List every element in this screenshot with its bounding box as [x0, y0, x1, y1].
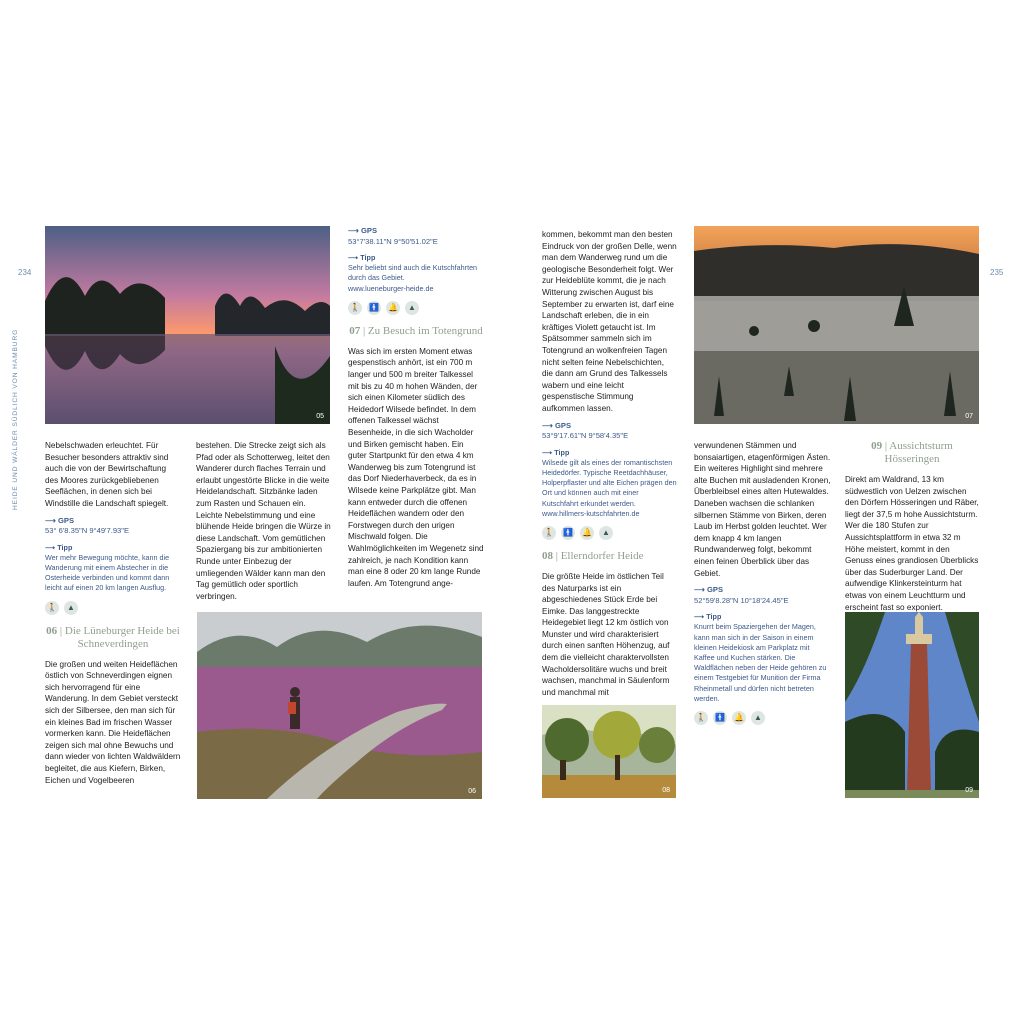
bell-icon: 🔔 [386, 301, 400, 315]
forest-icon: ▲ [64, 601, 78, 615]
hiking-icon: 🚶 [542, 526, 556, 540]
gps-coordinates: 53°9'17.61"N 9°58'4.35"E [542, 431, 629, 440]
tipp-label: ⟶ Tipp [45, 542, 73, 552]
right-column-1 [542, 229, 677, 698]
photo-06-hiker-heather [197, 612, 482, 799]
activity-icons [45, 601, 181, 615]
section-heading-09: 09 | Aussichtsturm Hösseringen [871, 440, 953, 465]
gps-coordinates: 52°59'8.28"N 10°18'24.45"E [694, 595, 789, 605]
tipp-text: Wilsede gilt als eines der romantischsten Heidedörfer. Typische Reetdachhäuser, Holperpflaster und alte Eichen prägen den Ort und können auch mit einer Kutschfahrt erkundet werden. [542, 457, 677, 508]
right-column-3 [845, 434, 979, 613]
activity-icons [542, 526, 677, 540]
gps-block [348, 226, 484, 247]
forest-icon: ▲ [405, 301, 419, 315]
body-text: Nebelschwaden erleuchtet. Für Besucher besonders attraktiv sind auch die von der Bewirtschaftung des Moores zurückgebliebenen Seeflächen, in denen sich bei Windstille die Landschaft spiegelt. [45, 441, 169, 508]
body-text: bestehen. Die Strecke zeigt sich als Pfad oder als Schotterweg, leitet den Wanderer durch flaches Terrain und erlaubt ungestörte Blicke in die weite Heidelandschaft. Sitzbänke laden zum Rasten und Schauen ein. Leichte Nebelstimmung und eine blühende Heide bringen die Würze in diese Landschaft. Vom gemütlichen Spaziergang bis zur ambitionierten Runde unter Einbezug der umliegenden Wälder kann man den Tag gemütlich oder sportlich verbringen. [196, 441, 331, 601]
walker-icon: 🚹 [713, 711, 727, 725]
activity-icons [348, 301, 484, 315]
section-heading-06: 06 | Die Lüneburger Heide bei Schneverdingen [46, 624, 180, 650]
gps-label: ⟶ GPS [694, 585, 724, 595]
photo-09-observation-tower [845, 612, 979, 798]
gps-label: ⟶ GPS [348, 226, 378, 235]
bell-icon: 🔔 [732, 711, 746, 725]
body-text: Die größte Heide im östlichen Teil des Naturparks ist ein abgeschiedenes Stück Erde bei Eimke. Das langgestreckte Heidegebiet liegt 12 km östlich von Munster und wird charakterisiert durch einen sanften Höhenzug, auf dem die vielleicht charaktervollsten Wacholdersolitäre wuchs und breit wachsen, manchmal in Säulenform und manchmal mit [542, 571, 670, 697]
gps-label: ⟶ GPS [45, 515, 75, 525]
gps-block [694, 585, 832, 606]
activity-icons [694, 711, 832, 725]
photo-number: 08 [662, 787, 670, 794]
tipp-label: ⟶ Tipp [542, 447, 570, 457]
left-column-3 [348, 226, 484, 589]
running-head: HEIDE UND WÄLDER SÜDLICH VON HAMBURG [12, 328, 19, 510]
tipp-block [694, 612, 832, 704]
tipp-label: ⟶ Tipp [694, 612, 722, 622]
left-column-2 [196, 440, 332, 602]
photo-05-sunrise-lake [45, 226, 330, 424]
gps-coordinates: 53° 6'8.35"N 9°49'7.93"E [45, 526, 130, 536]
tipp-text: Knurrt beim Spaziergehen der Magen, kann man sich in der Saison in einem kleinen Heidekiosk am Parkplatz mit Kaffee und Kuchen stärken. Die Waldflächen neben der Heide gehören zu einem Testgebiet für Munition der Firma Rheinmetall und dürfen nicht betreten werden. [694, 622, 827, 703]
body-text: kommen, bekommt man den besten Eindruck von der großen Delle, wenn man dem Wanderweg rund um die geologische Besonderheit folgt. Wer zur Heideblüte kommt, die je nach Witterung zwischen August bis September zu erwarten ist, darf eine Landschaft erleben, die in ein kräftiges Violett getaucht ist. Im Spätsommer sammeln sich im Totengrund an wolkenfreien Tagen nicht selten feine Nebelschichten, die dann am Grund des Talkessels wabern und eine leicht gespenstische Stimmung aufkommen lassen. [542, 230, 677, 413]
photo-08-juniper-heath [542, 705, 676, 798]
tipp-text: Sehr beliebt sind auch die Kutschfahrten durch das Gebiet. [348, 263, 478, 283]
right-column-2 [694, 440, 832, 725]
gps-block [45, 516, 181, 537]
tipp-url[interactable]: www.lueneburger-heide.de [348, 283, 434, 293]
body-text: Direkt am Waldrand, 13 km südwestlich von Uelzen zwischen den Dörfern Hösseringen und Räber, liegt der 37,5 m hohe Aussichtsturm. Wer die 180 Stufen zur Aussichtsplattform in etwa 32 m Höhe meistert, kommt in den Genuss eines grandiosen Überblicks über das Suderburger Land. Der aufwendige Klinkersteinturm hat etwas von einem Leuchtturm und erscheint fast so exponiert. [845, 475, 979, 612]
photo-07-misty-valley [694, 226, 979, 424]
photo-number: 05 [316, 413, 324, 420]
section-heading-08: 08 | Ellerndorfer Heide [542, 549, 644, 562]
body-text: Was sich im ersten Moment etwas gespenstisch anhört, ist ein 700 m langer und 500 m breiter Talkessel mit bis zu 40 m hohen Wänden, der sich einen Kilometer südlich des Heidedorf Wilsede befindet. In dem offenen Talkessel wächst Besenheide, in die sich Wacholder und Birken gemischt haben. Ein guter Startpunkt für den etwa 4 km Wanderweg bis zum Totengrund ist das Dorf Niederhaverbeck, da es in Wilsede keine Parkplätze gibt. Man kann entweder durch die offenen Heideflächen wandern oder den Forstwegen durch den urigen Mischwald folgen. Die Wahlmöglichkeiten im Wegenetz sind zahlreich, je nach Kondition kann man eine 8 oder 20 km lange Runde laufen. Am Totengrund ange- [348, 346, 484, 588]
hiking-icon: 🚶 [45, 601, 59, 615]
photo-number: 07 [965, 413, 973, 420]
walker-icon: 🚹 [561, 526, 575, 540]
hiking-icon: 🚶 [348, 301, 362, 315]
body-text: verwundenen Stämmen und bonsaiartigen, etagenförmigen Ästen. Ein weiteres Highlight sind mehrere alte Buchen mit ausladenden Kronen, Überbleibsel eines alten Hutewaldes. Daneben wachsen die schlanken silbernen Stämme von Birken, deren Laub im Herbst golden leuchtet. Wer dem knapp 4 km langen Rundwanderweg folgt, bekommt einen feinen Überblick über das Gebiet. [694, 441, 831, 578]
hiking-icon: 🚶 [694, 711, 708, 725]
page-number-left: 234 [18, 268, 32, 277]
gps-block [542, 421, 677, 442]
bell-icon: 🔔 [580, 526, 594, 540]
gps-label: ⟶ GPS [542, 420, 572, 430]
body-text: Die großen und weiten Heideflächen östlich von Schneverdingen eignen sich hervorragend für eine Wanderung. In dem Gebiet versteckt sich der Silbersee, den man sich für ein kleines Bad im frischen Wasser vormerken kann. Die Heideflächen zeigen sich mal ohne Bewuchs und dann wieder von lichten Waldwäldern begleitet, die aus Kiefern, Birken, Eichen und Vogelbeeren [45, 659, 181, 785]
tipp-block [348, 253, 484, 294]
forest-icon: ▲ [599, 526, 613, 540]
tipp-url[interactable]: www.hillmers-kutschfahrten.de [542, 508, 640, 518]
tipp-block [542, 448, 677, 519]
tipp-text: Wer mehr Bewegung möchte, kann die Wanderung mit einem Abstecher in die Osterheide verbinden und kommt dann leicht auf einen 20 km langen Ausflug. [45, 552, 170, 593]
walker-icon: 🚹 [367, 301, 381, 315]
photo-number: 09 [965, 787, 973, 794]
tipp-label: ⟶ Tipp [348, 253, 376, 262]
gps-coordinates: 53°7'38.11"N 9°50'51.02"E [348, 236, 438, 246]
section-heading-07: 07 | Zu Besuch im Totengrund [349, 324, 483, 337]
page-number-right: 235 [990, 268, 1004, 277]
tipp-block [45, 543, 181, 594]
forest-icon: ▲ [751, 711, 765, 725]
left-column-1 [45, 440, 181, 786]
photo-number: 06 [468, 788, 476, 795]
